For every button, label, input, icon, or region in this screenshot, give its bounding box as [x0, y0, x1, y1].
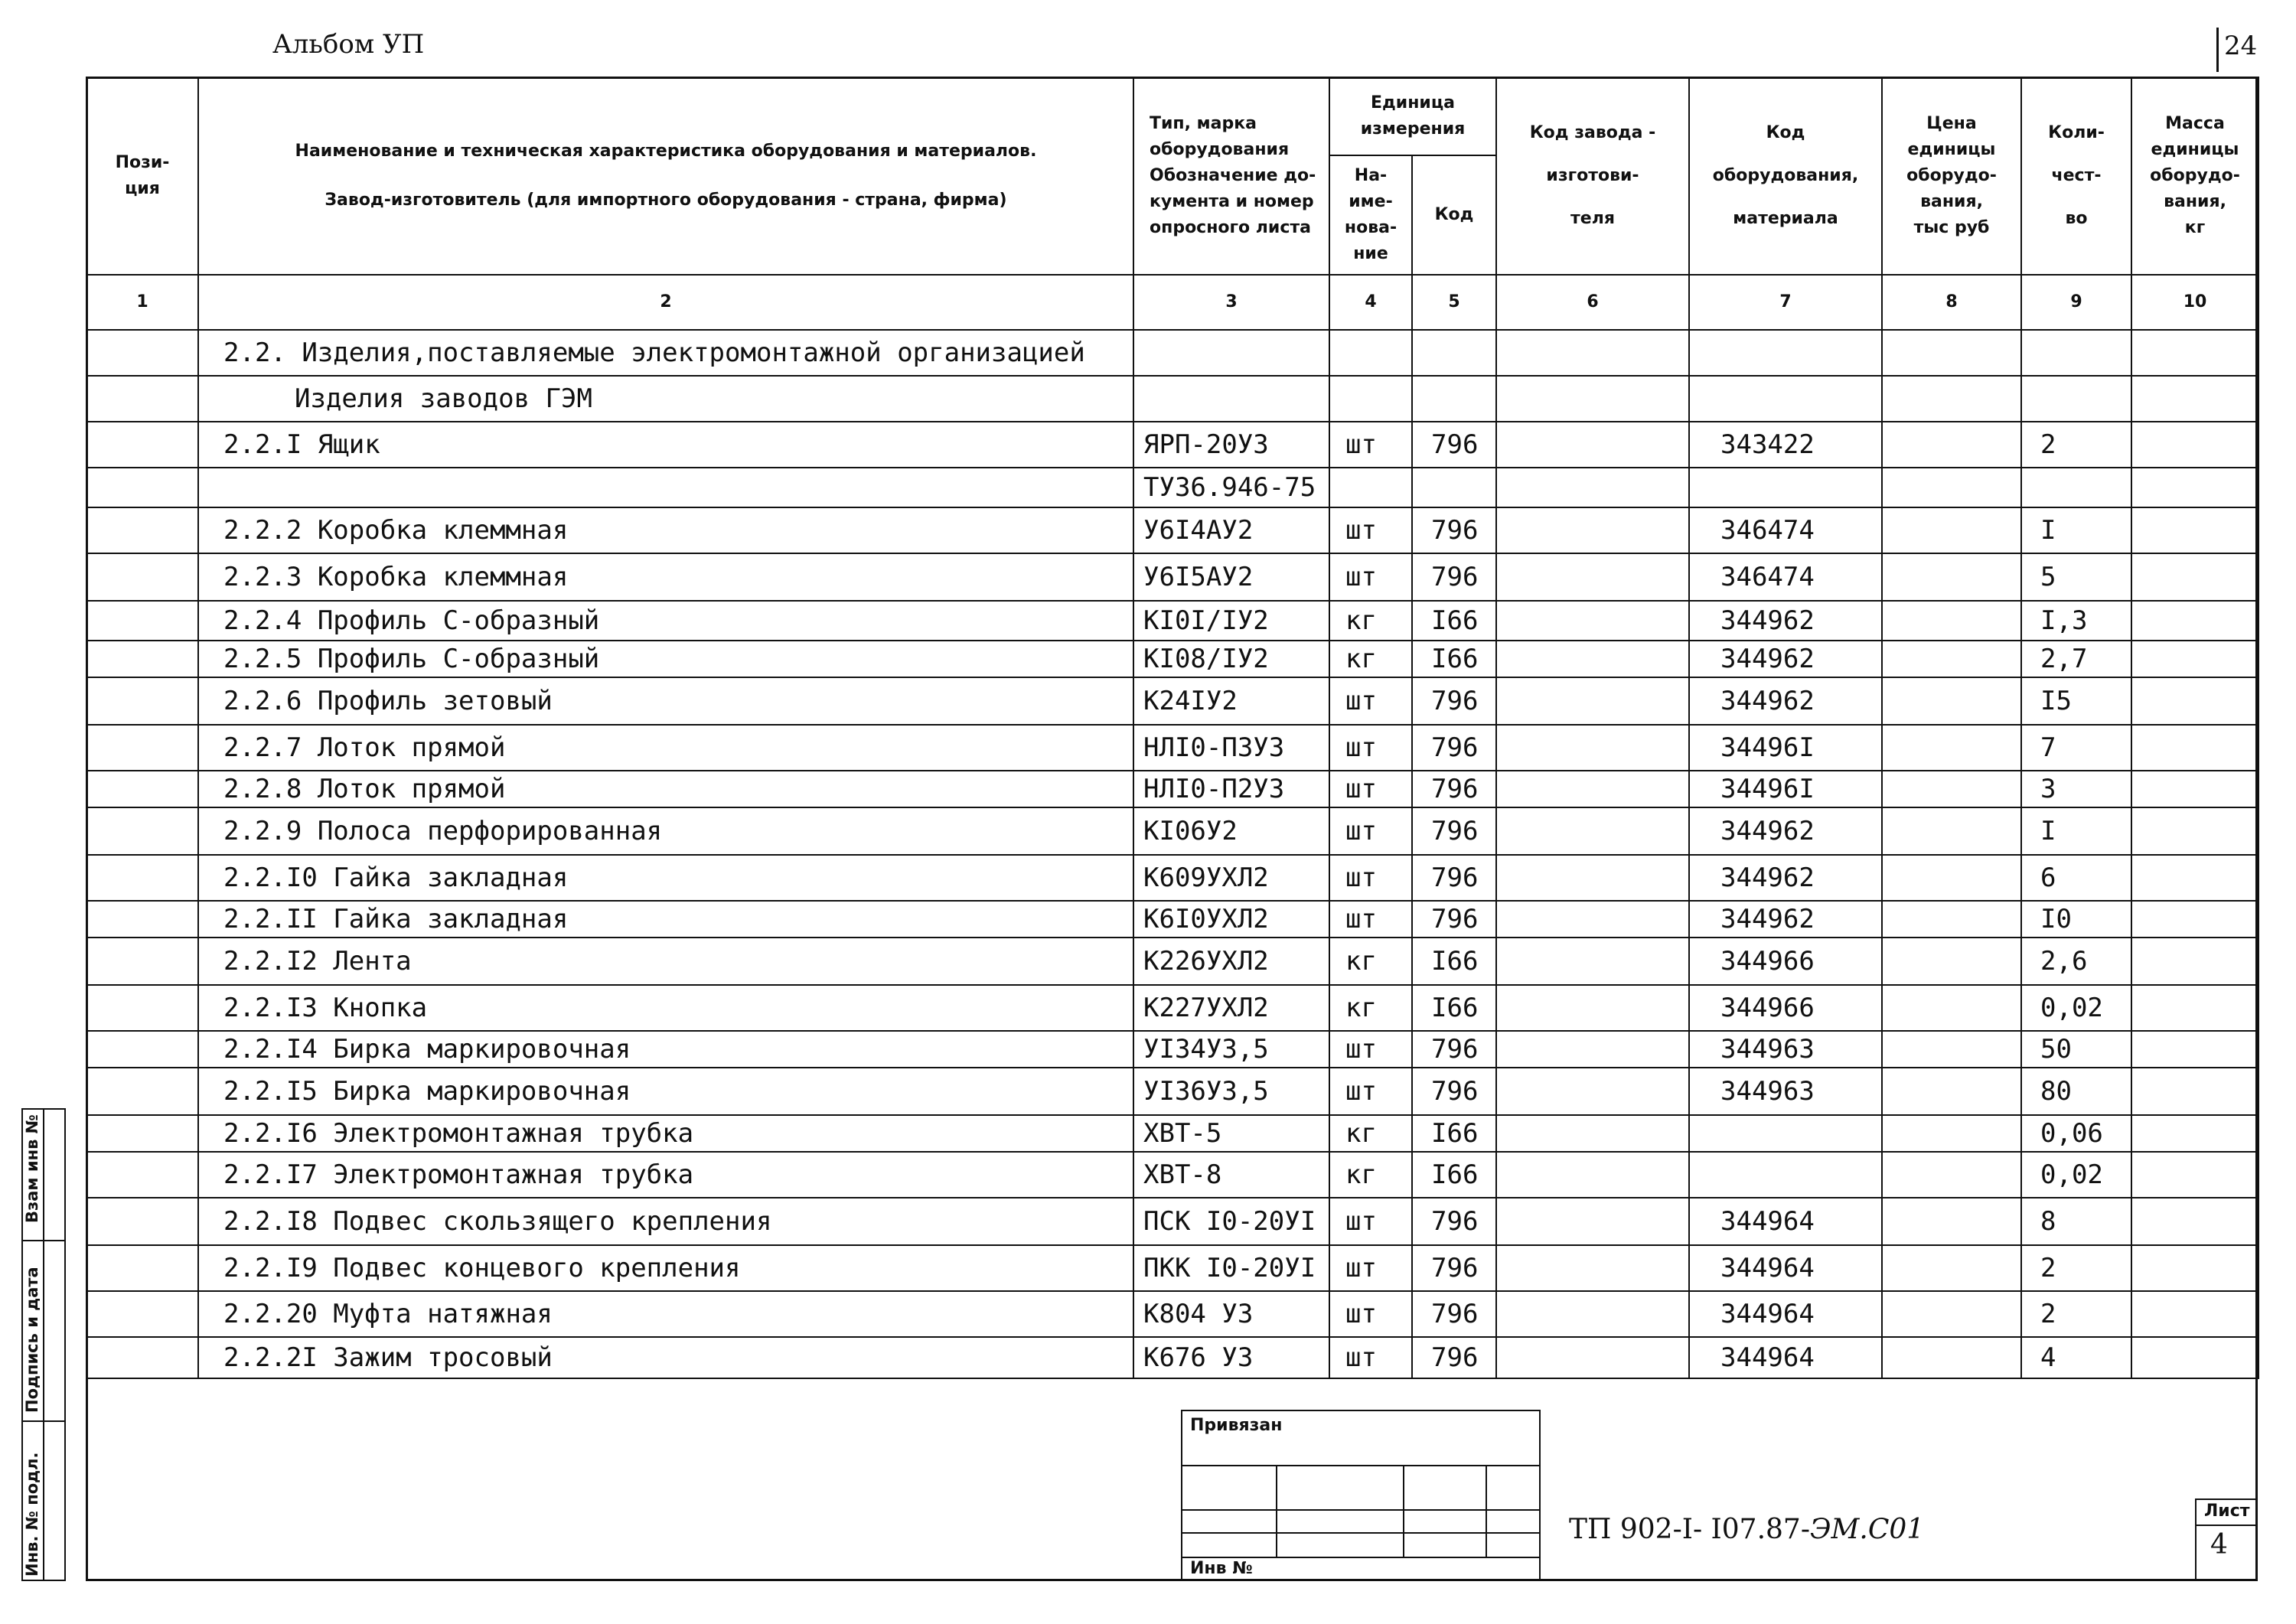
item-price	[1882, 1198, 2021, 1245]
item-mass	[2131, 1337, 2258, 1378]
item-position	[86, 1031, 198, 1068]
item-name: 2.2. Изделия,поставляемые электромонтажной организацией	[198, 330, 1133, 376]
item-factory-code	[1496, 641, 1689, 677]
item-equipment-code	[1689, 1115, 1882, 1152]
item-equipment-code: 344962	[1689, 601, 1882, 641]
item-position	[86, 725, 198, 771]
item-type: К24IУ2	[1133, 677, 1329, 725]
item-name: 2.2.9 Полоса перфорированная	[198, 807, 1133, 855]
item-mass	[2131, 641, 2258, 677]
item-position	[86, 641, 198, 677]
stamp-inv-label: Инв №	[1190, 1559, 1253, 1578]
item-unit-code	[1412, 468, 1496, 507]
item-position	[86, 330, 198, 376]
item-mass	[2131, 677, 2258, 725]
table-row	[86, 985, 2258, 1031]
item-type: КI0I/IУ2	[1133, 601, 1329, 641]
item-unit-name	[1329, 468, 1412, 507]
item-equipment-code: 344962	[1689, 677, 1882, 725]
item-name: 2.2.II Гайка закладная	[198, 901, 1133, 938]
item-equipment-code: 344964	[1689, 1245, 1882, 1291]
album-title: Альбом УП	[272, 29, 425, 60]
item-quantity: I,3	[2021, 601, 2131, 641]
item-mass	[2131, 1198, 2258, 1245]
side-label-sign-date: Подпись и дата	[23, 1267, 41, 1413]
item-quantity	[2021, 376, 2131, 422]
item-quantity: 0,06	[2021, 1115, 2131, 1152]
item-unit-name: шт	[1329, 1337, 1412, 1378]
col-header-equipment-code: Код оборудования, материала	[1689, 77, 1882, 275]
item-position	[86, 468, 198, 507]
item-factory-code	[1496, 1115, 1689, 1152]
item-unit-code: 796	[1412, 1245, 1496, 1291]
item-position	[86, 807, 198, 855]
table-row	[86, 422, 2258, 468]
item-quantity: I	[2021, 807, 2131, 855]
item-unit-name: шт	[1329, 807, 1412, 855]
table-row	[86, 641, 2258, 677]
item-factory-code	[1496, 376, 1689, 422]
item-quantity: 80	[2021, 1068, 2131, 1115]
item-unit-code: 796	[1412, 422, 1496, 468]
item-name: 2.2.4 Профиль С-образный	[198, 601, 1133, 641]
item-mass	[2131, 1245, 2258, 1291]
item-equipment-code: 344962	[1689, 855, 1882, 901]
item-type: ХВТ-5	[1133, 1115, 1329, 1152]
item-mass	[2131, 938, 2258, 985]
item-position	[86, 1068, 198, 1115]
item-type	[1133, 330, 1329, 376]
item-price	[1882, 1031, 2021, 1068]
item-factory-code	[1496, 771, 1689, 807]
column-number-row: 1 2 3 4 5 6 7 8 9 10	[86, 275, 2258, 330]
item-position	[86, 771, 198, 807]
item-price	[1882, 855, 2021, 901]
item-unit-code: 796	[1412, 553, 1496, 601]
item-unit-name: шт	[1329, 507, 1412, 553]
item-quantity: 2	[2021, 1245, 2131, 1291]
item-type: КI06У2	[1133, 807, 1329, 855]
item-mass	[2131, 507, 2258, 553]
table-row	[86, 468, 2258, 507]
item-mass	[2131, 601, 2258, 641]
item-mass	[2131, 1291, 2258, 1337]
item-factory-code	[1496, 1245, 1689, 1291]
item-mass	[2131, 376, 2258, 422]
item-factory-code	[1496, 677, 1689, 725]
table-row	[86, 507, 2258, 553]
item-price	[1882, 553, 2021, 601]
item-unit-name: шт	[1329, 1198, 1412, 1245]
item-factory-code	[1496, 1031, 1689, 1068]
item-factory-code	[1496, 601, 1689, 641]
item-position	[86, 507, 198, 553]
item-position	[86, 601, 198, 641]
col-header-mass: Масса единицы оборудо- вания, кг	[2131, 77, 2258, 275]
item-name: 2.2.6 Профиль зетовый	[198, 677, 1133, 725]
item-type: ТУ36.946-75	[1133, 468, 1329, 507]
item-equipment-code: 346474	[1689, 553, 1882, 601]
item-equipment-code	[1689, 1152, 1882, 1198]
item-price	[1882, 601, 2021, 641]
item-position	[86, 1245, 198, 1291]
item-mass	[2131, 1152, 2258, 1198]
table-row	[86, 1337, 2258, 1378]
item-price	[1882, 422, 2021, 468]
item-factory-code	[1496, 1152, 1689, 1198]
col-header-factory-code: Код завода - изготови- теля	[1496, 77, 1689, 275]
table-row	[86, 725, 2258, 771]
item-equipment-code: 344966	[1689, 938, 1882, 985]
item-unit-code: 796	[1412, 807, 1496, 855]
document-code: ТП 902-I- I07.87-ЭМ.С01	[1569, 1514, 1925, 1545]
item-unit-code: 796	[1412, 855, 1496, 901]
col-header-name: Наименование и техническая характеристика оборудования и материалов. Завод-изготовитель (для импортного оборудования - страна, фирма)	[198, 77, 1133, 275]
item-unit-code: 796	[1412, 1031, 1496, 1068]
item-name: 2.2.2I Зажим тросовый	[198, 1337, 1133, 1378]
item-unit-name: шт	[1329, 1068, 1412, 1115]
table-row	[86, 553, 2258, 601]
binding-stamp	[1181, 1410, 1541, 1581]
item-factory-code	[1496, 725, 1689, 771]
item-unit-code: 796	[1412, 1068, 1496, 1115]
item-name: 2.2.I2 Лента	[198, 938, 1133, 985]
item-unit-name: шт	[1329, 855, 1412, 901]
item-price	[1882, 1337, 2021, 1378]
item-mass	[2131, 468, 2258, 507]
item-position	[86, 1337, 198, 1378]
item-mass	[2131, 985, 2258, 1031]
item-name: 2.2.3 Коробка клеммная	[198, 553, 1133, 601]
col-header-unit: Единица измерения	[1329, 77, 1496, 155]
item-unit-name: шт	[1329, 553, 1412, 601]
item-price	[1882, 468, 2021, 507]
item-mass	[2131, 1031, 2258, 1068]
col-header-unit-name: На- име- нова- ние	[1329, 155, 1412, 275]
item-unit-code: 796	[1412, 1337, 1496, 1378]
item-position	[86, 1198, 198, 1245]
table-row	[86, 938, 2258, 985]
item-quantity: 5	[2021, 553, 2131, 601]
col-header-position: Пози- ция	[86, 77, 198, 275]
table-row	[86, 1152, 2258, 1198]
item-factory-code	[1496, 1198, 1689, 1245]
item-price	[1882, 1115, 2021, 1152]
item-equipment-code: 344964	[1689, 1198, 1882, 1245]
item-price	[1882, 507, 2021, 553]
item-equipment-code: 344962	[1689, 901, 1882, 938]
item-unit-code: 796	[1412, 507, 1496, 553]
item-quantity: 2	[2021, 1291, 2131, 1337]
item-equipment-code: 34496I	[1689, 725, 1882, 771]
item-mass	[2131, 553, 2258, 601]
item-factory-code	[1496, 1068, 1689, 1115]
item-name: 2.2.I8 Подвес скользящего крепления	[198, 1198, 1133, 1245]
item-type	[1133, 376, 1329, 422]
item-type: ПКК I0-20УI	[1133, 1245, 1329, 1291]
item-quantity: I5	[2021, 677, 2131, 725]
item-type: КI08/IУ2	[1133, 641, 1329, 677]
item-unit-name: шт	[1329, 1245, 1412, 1291]
item-factory-code	[1496, 807, 1689, 855]
item-mass	[2131, 807, 2258, 855]
sheet-label: Лист	[2204, 1502, 2250, 1521]
item-unit-code: I66	[1412, 1152, 1496, 1198]
item-type: У6I5АУ2	[1133, 553, 1329, 601]
table-row	[86, 1245, 2258, 1291]
col-header-unit-code: Код	[1412, 155, 1496, 275]
item-name: 2.2.I5 Бирка маркировочная	[198, 1068, 1133, 1115]
item-quantity: 6	[2021, 855, 2131, 901]
table-row	[86, 807, 2258, 855]
item-type: К6I0УХЛ2	[1133, 901, 1329, 938]
item-type: УI36У3,5	[1133, 1068, 1329, 1115]
item-position	[86, 938, 198, 985]
item-position	[86, 985, 198, 1031]
item-mass	[2131, 725, 2258, 771]
item-position	[86, 855, 198, 901]
item-type: НЛI0-П2У3	[1133, 771, 1329, 807]
stamp-binding-label: Привязан	[1190, 1416, 1283, 1435]
item-price	[1882, 901, 2021, 938]
item-name: 2.2.I4 Бирка маркировочная	[198, 1031, 1133, 1068]
item-unit-code	[1412, 376, 1496, 422]
item-unit-code: I66	[1412, 641, 1496, 677]
item-factory-code	[1496, 330, 1689, 376]
sheet-number: 4	[2210, 1529, 2228, 1560]
item-unit-code: 796	[1412, 1291, 1496, 1337]
item-name: 2.2.I7 Электромонтажная трубка	[198, 1152, 1133, 1198]
item-position	[86, 901, 198, 938]
table-row	[86, 1115, 2258, 1152]
item-unit-name: шт	[1329, 677, 1412, 725]
item-quantity	[2021, 468, 2131, 507]
item-unit-code: 796	[1412, 1198, 1496, 1245]
item-unit-code: I66	[1412, 985, 1496, 1031]
table-row	[86, 1198, 2258, 1245]
col-header-quantity: Коли- чест- во	[2021, 77, 2131, 275]
item-name: Изделия заводов ГЭМ	[198, 376, 1133, 422]
item-position	[86, 422, 198, 468]
item-quantity: 3	[2021, 771, 2131, 807]
item-type: ПСК I0-20УI	[1133, 1198, 1329, 1245]
item-factory-code	[1496, 553, 1689, 601]
item-unit-code: 796	[1412, 677, 1496, 725]
col-header-type: Тип, марка оборудования Обозначение до- кумента и номер опросного листа	[1133, 77, 1329, 275]
item-unit-name: шт	[1329, 1031, 1412, 1068]
item-quantity: I0	[2021, 901, 2131, 938]
item-price	[1882, 376, 2021, 422]
item-type: К226УХЛ2	[1133, 938, 1329, 985]
item-unit-name: кг	[1329, 641, 1412, 677]
item-factory-code	[1496, 1291, 1689, 1337]
item-mass	[2131, 330, 2258, 376]
item-unit-name: кг	[1329, 938, 1412, 985]
item-factory-code	[1496, 855, 1689, 901]
item-mass	[2131, 855, 2258, 901]
table-row	[86, 901, 2258, 938]
item-quantity: 7	[2021, 725, 2131, 771]
side-label-inv-orig: Инв. № подл.	[23, 1452, 41, 1577]
item-type: К227УХЛ2	[1133, 985, 1329, 1031]
item-unit-code: I66	[1412, 938, 1496, 985]
item-equipment-code: 344963	[1689, 1031, 1882, 1068]
item-price	[1882, 725, 2021, 771]
item-unit-name: шт	[1329, 771, 1412, 807]
item-equipment-code: 344964	[1689, 1337, 1882, 1378]
specification-table	[86, 77, 2259, 1379]
item-equipment-code: 346474	[1689, 507, 1882, 553]
item-position	[86, 376, 198, 422]
table-body	[86, 330, 2258, 1378]
item-unit-name: шт	[1329, 901, 1412, 938]
item-mass	[2131, 771, 2258, 807]
page-number-divider	[2216, 28, 2219, 72]
item-name: 2.2.I0 Гайка закладная	[198, 855, 1133, 901]
item-factory-code	[1496, 901, 1689, 938]
item-unit-code: I66	[1412, 601, 1496, 641]
table-row	[86, 1068, 2258, 1115]
item-quantity: 4	[2021, 1337, 2131, 1378]
item-equipment-code: 344964	[1689, 1291, 1882, 1337]
item-equipment-code: 34496I	[1689, 771, 1882, 807]
item-type: УI34У3,5	[1133, 1031, 1329, 1068]
item-type: У6I4АУ2	[1133, 507, 1329, 553]
table-row	[86, 855, 2258, 901]
item-quantity: 0,02	[2021, 1152, 2131, 1198]
item-unit-code: 796	[1412, 771, 1496, 807]
item-price	[1882, 938, 2021, 985]
item-name: 2.2.5 Профиль С-образный	[198, 641, 1133, 677]
item-name: 2.2.I Ящик	[198, 422, 1133, 468]
item-mass	[2131, 1068, 2258, 1115]
item-price	[1882, 1152, 2021, 1198]
item-unit-code: 796	[1412, 901, 1496, 938]
item-price	[1882, 330, 2021, 376]
item-quantity: 2	[2021, 422, 2131, 468]
item-equipment-code	[1689, 376, 1882, 422]
item-factory-code	[1496, 938, 1689, 985]
table-row	[86, 1031, 2258, 1068]
item-name: 2.2.I3 Кнопка	[198, 985, 1133, 1031]
item-unit-name: шт	[1329, 1291, 1412, 1337]
item-position	[86, 677, 198, 725]
item-price	[1882, 1068, 2021, 1115]
item-equipment-code	[1689, 468, 1882, 507]
item-unit-name: шт	[1329, 422, 1412, 468]
item-equipment-code: 344962	[1689, 807, 1882, 855]
item-unit-code	[1412, 330, 1496, 376]
item-equipment-code: 344962	[1689, 641, 1882, 677]
item-factory-code	[1496, 422, 1689, 468]
item-equipment-code: 343422	[1689, 422, 1882, 468]
side-stamp	[21, 1108, 86, 1581]
item-name	[198, 468, 1133, 507]
item-unit-name	[1329, 376, 1412, 422]
item-factory-code	[1496, 468, 1689, 507]
item-factory-code	[1496, 1337, 1689, 1378]
item-mass	[2131, 901, 2258, 938]
item-price	[1882, 1245, 2021, 1291]
item-mass	[2131, 1115, 2258, 1152]
item-price	[1882, 1291, 2021, 1337]
item-unit-name: шт	[1329, 725, 1412, 771]
item-position	[86, 1115, 198, 1152]
item-mass	[2131, 422, 2258, 468]
table-row	[86, 1291, 2258, 1337]
item-unit-name: кг	[1329, 1115, 1412, 1152]
item-type: К609УХЛ2	[1133, 855, 1329, 901]
item-quantity	[2021, 330, 2131, 376]
col-header-price: Цена единицы оборудо- вания, тыс руб	[1882, 77, 2021, 275]
item-unit-name: кг	[1329, 1152, 1412, 1198]
item-unit-name: кг	[1329, 601, 1412, 641]
item-unit-name	[1329, 330, 1412, 376]
item-quantity: 0,02	[2021, 985, 2131, 1031]
item-quantity: 2,7	[2021, 641, 2131, 677]
item-name: 2.2.2 Коробка клеммная	[198, 507, 1133, 553]
item-equipment-code: 344966	[1689, 985, 1882, 1031]
item-position	[86, 1291, 198, 1337]
item-name: 2.2.I6 Электромонтажная трубка	[198, 1115, 1133, 1152]
item-price	[1882, 677, 2021, 725]
item-quantity: I	[2021, 507, 2131, 553]
item-price	[1882, 641, 2021, 677]
item-quantity: 2,6	[2021, 938, 2131, 985]
item-factory-code	[1496, 985, 1689, 1031]
item-quantity: 50	[2021, 1031, 2131, 1068]
side-label-replace: Взам инв №	[23, 1114, 41, 1223]
item-name: 2.2.8 Лоток прямой	[198, 771, 1133, 807]
item-price	[1882, 985, 2021, 1031]
table-row	[86, 376, 2258, 422]
item-type: НЛI0-П3У3	[1133, 725, 1329, 771]
page-number: 24	[2224, 31, 2258, 61]
item-factory-code	[1496, 507, 1689, 553]
table-row	[86, 677, 2258, 725]
item-type: К676 У3	[1133, 1337, 1329, 1378]
item-unit-code: I66	[1412, 1115, 1496, 1152]
item-type: ЯРП-20У3	[1133, 422, 1329, 468]
item-position	[86, 553, 198, 601]
item-type: ХВТ-8	[1133, 1152, 1329, 1198]
item-name: 2.2.I9 Подвес концевого крепления	[198, 1245, 1133, 1291]
item-unit-code: 796	[1412, 725, 1496, 771]
item-equipment-code: 344963	[1689, 1068, 1882, 1115]
item-type: К804 У3	[1133, 1291, 1329, 1337]
item-unit-name: кг	[1329, 985, 1412, 1031]
item-price	[1882, 807, 2021, 855]
table-row	[86, 330, 2258, 376]
item-name: 2.2.7 Лоток прямой	[198, 725, 1133, 771]
item-price	[1882, 771, 2021, 807]
table-row	[86, 771, 2258, 807]
item-position	[86, 1152, 198, 1198]
sheet-number-box	[2195, 1498, 2258, 1581]
item-quantity: 8	[2021, 1198, 2131, 1245]
item-name: 2.2.20 Муфта натяжная	[198, 1291, 1133, 1337]
item-equipment-code	[1689, 330, 1882, 376]
table-row	[86, 601, 2258, 641]
